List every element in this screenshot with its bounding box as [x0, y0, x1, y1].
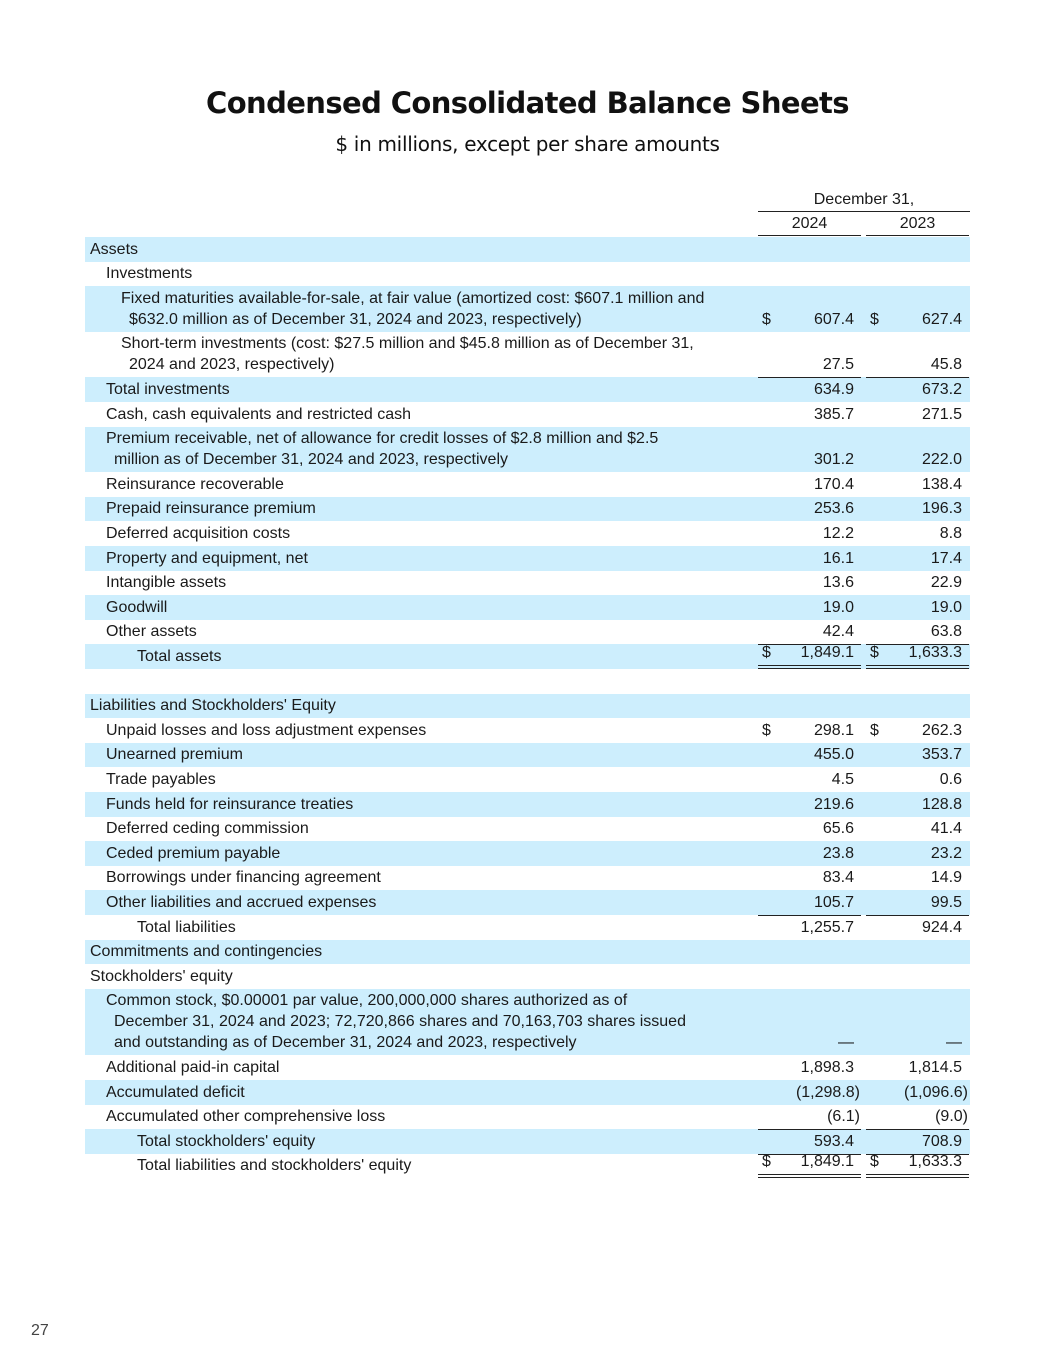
value-cell-2024: [758, 841, 861, 866]
value-cell-2024: [758, 620, 861, 645]
row-label-line: Assets: [90, 240, 139, 258]
row-label-line: Investments: [106, 265, 193, 283]
period-header-rule: [758, 211, 970, 212]
table-row: [85, 1129, 970, 1154]
row-label-line: Liabilities and Stockholders' Equity: [90, 697, 336, 715]
value-2024: 385.7: [813, 405, 854, 423]
value-2023: (1,096.6): [903, 1083, 968, 1101]
value-2023: 673.2: [921, 380, 962, 398]
value-2024: 455.0: [813, 746, 854, 764]
value-cell-2023: [866, 743, 969, 768]
row-label: [106, 595, 745, 620]
value-2023: 14.9: [930, 869, 962, 887]
table-row: [85, 940, 970, 965]
row-label: [106, 866, 745, 891]
row-label: [106, 1080, 745, 1105]
row-label-line: Stockholders' equity: [90, 967, 233, 985]
value-2024: —: [838, 1034, 854, 1052]
value-2024: 593.4: [813, 1132, 854, 1150]
table-row: [85, 377, 970, 402]
value-cell-2024: [758, 546, 861, 571]
page-title: Condensed Consolidated Balance Sheets: [206, 86, 849, 120]
row-label-line: Reinsurance recoverable: [106, 475, 284, 493]
value-cell-2024: [758, 743, 861, 768]
value-cell-2024: [758, 595, 861, 620]
dollar-sign: $: [870, 643, 879, 661]
value-cell-2023: [866, 1105, 969, 1130]
value-cell-2023: [866, 1055, 969, 1080]
value-2024: 298.1: [813, 721, 854, 739]
value-cell-2023: [866, 402, 969, 427]
row-label: [106, 497, 745, 522]
row-label: [106, 402, 745, 427]
table-row: [85, 743, 970, 768]
value-cell-2023: [866, 521, 969, 546]
row-label-line: Commitments and contingencies: [90, 943, 323, 961]
year-2023-rule: [866, 235, 969, 236]
row-label: [137, 915, 745, 940]
row-label: [106, 1105, 745, 1130]
value-2023: 924.4: [921, 918, 962, 936]
value-2023: 22.9: [930, 574, 962, 592]
row-label-line: Accumulated deficit: [106, 1083, 245, 1101]
value-2024: (1,298.8): [795, 1083, 860, 1101]
table-row: [85, 237, 970, 262]
value-cell-2024: [758, 890, 861, 915]
row-label: [106, 1055, 745, 1080]
row-label: [90, 694, 745, 719]
value-2023: 17.4: [930, 549, 962, 567]
table-row: [85, 521, 970, 546]
value-2024: 1,849.1: [800, 643, 854, 661]
row-label-line: Property and equipment, net: [106, 549, 308, 567]
value-cell-2023: [866, 644, 969, 669]
value-2023: 128.8: [921, 795, 962, 813]
value-2024: 4.5: [831, 770, 854, 788]
table-row: [85, 694, 970, 719]
table-row: [85, 332, 970, 378]
value-2024: (6.1): [827, 1108, 860, 1126]
page-subtitle: $ in millions, except per share amounts: [335, 132, 720, 156]
dollar-sign: $: [762, 310, 771, 328]
row-label: [106, 620, 745, 645]
table-row: [85, 427, 970, 473]
row-label-line: Unpaid losses and loss adjustment expenses: [106, 721, 427, 739]
value-cell-2023: [866, 620, 969, 645]
row-label-line: Total assets: [137, 647, 222, 665]
table-row: [85, 792, 970, 817]
value-2024: 170.4: [813, 475, 854, 493]
table-row: [85, 497, 970, 522]
row-label: [137, 1129, 745, 1154]
value-cell-2024: [758, 1129, 861, 1154]
table-row: [85, 866, 970, 891]
table-row: [85, 620, 970, 645]
row-label-line: Other assets: [106, 623, 197, 641]
row-label-line: Total stockholders' equity: [137, 1132, 316, 1150]
spacer-row: [85, 669, 970, 694]
year-2024-rule: [758, 235, 861, 236]
table-row: [85, 989, 970, 1056]
value-cell-2024: [758, 866, 861, 891]
value-cell-2023: [866, 472, 969, 497]
value-cell-2024: [758, 767, 861, 792]
row-label-line: Other liabilities and accrued expenses: [106, 893, 377, 911]
value-cell-2024: [758, 332, 861, 378]
value-2023: 1,814.5: [908, 1058, 962, 1076]
row-label-line: Intangible assets: [106, 574, 227, 592]
value-cell-2024: [758, 718, 861, 743]
value-2024: 13.6: [822, 574, 854, 592]
table-row: [85, 964, 970, 989]
value-cell-2023: [866, 767, 969, 792]
value-cell-2024: [758, 915, 861, 940]
row-label: [106, 521, 745, 546]
row-label-line: Fixed maturities available-for-sale, at fair value (amortized cost: $607.1 million and: [121, 289, 705, 307]
row-label: [106, 743, 745, 768]
value-2023: 271.5: [921, 405, 962, 423]
row-label: [106, 546, 745, 571]
dollar-sign: $: [762, 1153, 771, 1171]
value-2024: 12.2: [822, 524, 854, 542]
table-row: [85, 817, 970, 842]
row-label: [106, 571, 745, 596]
row-label-line: Ceded premium payable: [106, 844, 281, 862]
table-row: [85, 1080, 970, 1105]
row-label-line: and outstanding as of December 31, 2024 and 2023, respectively: [114, 1034, 577, 1052]
value-cell-2024: [758, 817, 861, 842]
row-label: [121, 332, 745, 378]
value-cell-2023: [866, 497, 969, 522]
value-cell-2023: [866, 1129, 969, 1154]
value-cell-2023: [866, 1154, 969, 1179]
value-cell-2024: [758, 1055, 861, 1080]
value-cell-2024: [758, 427, 861, 473]
row-label-line: Short-term investments (cost: $27.5 million and $45.8 million as of December 31,: [121, 335, 694, 353]
row-label-line: Deferred ceding commission: [106, 820, 309, 838]
table-row: [85, 262, 970, 287]
table-row: [85, 1154, 970, 1179]
value-2023: 353.7: [921, 746, 962, 764]
table-row: [85, 1055, 970, 1080]
value-2024: 1,849.1: [800, 1153, 854, 1171]
value-2023: 41.4: [930, 820, 962, 838]
row-label: [90, 940, 745, 965]
value-2023: 138.4: [921, 475, 962, 493]
value-cell-2024: [758, 1105, 861, 1130]
value-cell-2023: [866, 792, 969, 817]
value-cell-2023: [866, 427, 969, 473]
dollar-sign: $: [870, 310, 879, 328]
row-label: [137, 644, 745, 669]
value-cell-2023: [866, 1080, 969, 1105]
value-2024: 607.4: [813, 310, 854, 328]
table-row: [85, 286, 970, 332]
row-label: [106, 377, 745, 402]
row-label: [106, 792, 745, 817]
row-label-line: Common stock, $0.00001 par value, 200,000,000 shares authorized as of: [106, 992, 628, 1010]
row-label: [90, 964, 745, 989]
value-2023: 8.8: [939, 524, 962, 542]
value-cell-2024: [758, 644, 861, 669]
value-cell-2023: [866, 890, 969, 915]
row-label: [106, 718, 745, 743]
value-2024: 42.4: [822, 623, 854, 641]
value-2024: 23.8: [822, 844, 854, 862]
value-cell-2023: [866, 571, 969, 596]
row-label-line: December 31, 2024 and 2023; 72,720,866 shares and 70,163,703 shares issued: [114, 1013, 686, 1031]
row-label: [137, 1154, 745, 1179]
year-2023-header: 2023: [899, 215, 936, 232]
value-2023: 19.0: [930, 598, 962, 616]
value-2023: 627.4: [921, 310, 962, 328]
period-header: December 31,: [813, 191, 915, 208]
value-cell-2024: [758, 521, 861, 546]
table-row: [85, 595, 970, 620]
table-row: [85, 644, 970, 669]
value-cell-2023: [866, 595, 969, 620]
value-2024: 219.6: [813, 795, 854, 813]
value-2024: 19.0: [822, 598, 854, 616]
value-2023: 196.3: [921, 500, 962, 518]
value-cell-2023: [866, 841, 969, 866]
dollar-sign: $: [762, 721, 771, 739]
value-2023: 222.0: [921, 451, 962, 469]
table-row: [85, 571, 970, 596]
row-label-line: Additional paid-in capital: [106, 1058, 280, 1076]
value-2024: 1,255.7: [800, 918, 854, 936]
row-label-line: $632.0 million as of December 31, 2024 and 2023, respectively): [129, 310, 582, 328]
table-row: [85, 915, 970, 940]
value-2023: 63.8: [930, 623, 962, 641]
value-2024: 83.4: [822, 869, 854, 887]
value-2023: 1,633.3: [908, 643, 962, 661]
value-cell-2024: [758, 1080, 861, 1105]
value-cell-2024: [758, 377, 861, 402]
value-2023: 262.3: [921, 721, 962, 739]
value-2024: 65.6: [822, 820, 854, 838]
value-2024: 16.1: [822, 549, 854, 567]
value-2023: (9.0): [935, 1108, 968, 1126]
table-row: [85, 1105, 970, 1130]
dollar-sign: $: [870, 721, 879, 739]
value-cell-2023: [866, 989, 969, 1056]
row-label-line: Total liabilities and stockholders' equity: [137, 1157, 412, 1175]
table-row: [85, 767, 970, 792]
value-2024: 1,898.3: [800, 1058, 854, 1076]
row-label-line: Unearned premium: [106, 746, 243, 764]
value-cell-2023: [866, 718, 969, 743]
value-2024: 253.6: [813, 500, 854, 518]
value-cell-2024: [758, 1154, 861, 1179]
row-label-line: Trade payables: [106, 770, 216, 788]
row-label: [106, 262, 745, 287]
value-cell-2024: [758, 989, 861, 1056]
row-label-line: Funds held for reinsurance treaties: [106, 795, 354, 813]
value-2023: —: [946, 1034, 962, 1052]
value-cell-2024: [758, 472, 861, 497]
row-label: [106, 472, 745, 497]
value-2023: 99.5: [930, 893, 962, 911]
value-cell-2023: [866, 817, 969, 842]
value-cell-2023: [866, 866, 969, 891]
table-row: [85, 718, 970, 743]
dollar-sign: $: [870, 1153, 879, 1171]
value-2024: 105.7: [813, 893, 854, 911]
row-label-line: Accumulated other comprehensive loss: [106, 1108, 386, 1126]
year-2024-header: 2024: [791, 215, 828, 232]
row-label: [90, 237, 745, 262]
value-cell-2023: [866, 377, 969, 402]
value-2024: 301.2: [813, 451, 854, 469]
value-2023: 708.9: [921, 1132, 962, 1150]
page-number: 27: [31, 1322, 49, 1339]
row-label-line: Borrowings under financing agreement: [106, 869, 381, 887]
value-2023: 45.8: [930, 356, 962, 374]
dollar-sign: $: [762, 643, 771, 661]
row-label: [106, 841, 745, 866]
row-label-line: Premium receivable, net of allowance for credit losses of $2.8 million and $2.5: [106, 430, 659, 448]
value-cell-2024: [758, 286, 861, 332]
row-label: [106, 817, 745, 842]
value-cell-2024: [758, 402, 861, 427]
table-row: [85, 890, 970, 915]
value-2023: 0.6: [939, 770, 962, 788]
row-label: [106, 427, 745, 473]
value-cell-2023: [866, 546, 969, 571]
row-label-line: million as of December 31, 2024 and 2023, respectively: [114, 451, 508, 469]
row-label-line: 2024 and 2023, respectively): [129, 356, 335, 374]
value-cell-2024: [758, 792, 861, 817]
value-2024: 634.9: [813, 380, 854, 398]
row-label-line: Total investments: [106, 380, 230, 398]
table-row: [85, 402, 970, 427]
value-2024: 27.5: [822, 356, 854, 374]
value-2023: 23.2: [930, 844, 962, 862]
table-row: [85, 546, 970, 571]
value-cell-2023: [866, 286, 969, 332]
row-label-line: Deferred acquisition costs: [106, 524, 291, 542]
row-label: [106, 989, 745, 1056]
row-label: [106, 767, 745, 792]
value-cell-2024: [758, 497, 861, 522]
row-label: [106, 890, 745, 915]
row-label: [121, 286, 745, 332]
value-2023: 1,633.3: [908, 1153, 962, 1171]
row-label-line: Total liabilities: [137, 918, 236, 936]
value-cell-2023: [866, 332, 969, 378]
table-row: [85, 472, 970, 497]
row-label-line: Prepaid reinsurance premium: [106, 500, 316, 518]
row-label-line: Cash, cash equivalents and restricted cash: [106, 405, 412, 423]
row-label-line: Goodwill: [106, 598, 168, 616]
value-cell-2024: [758, 571, 861, 596]
value-cell-2023: [866, 915, 969, 940]
table-row: [85, 841, 970, 866]
